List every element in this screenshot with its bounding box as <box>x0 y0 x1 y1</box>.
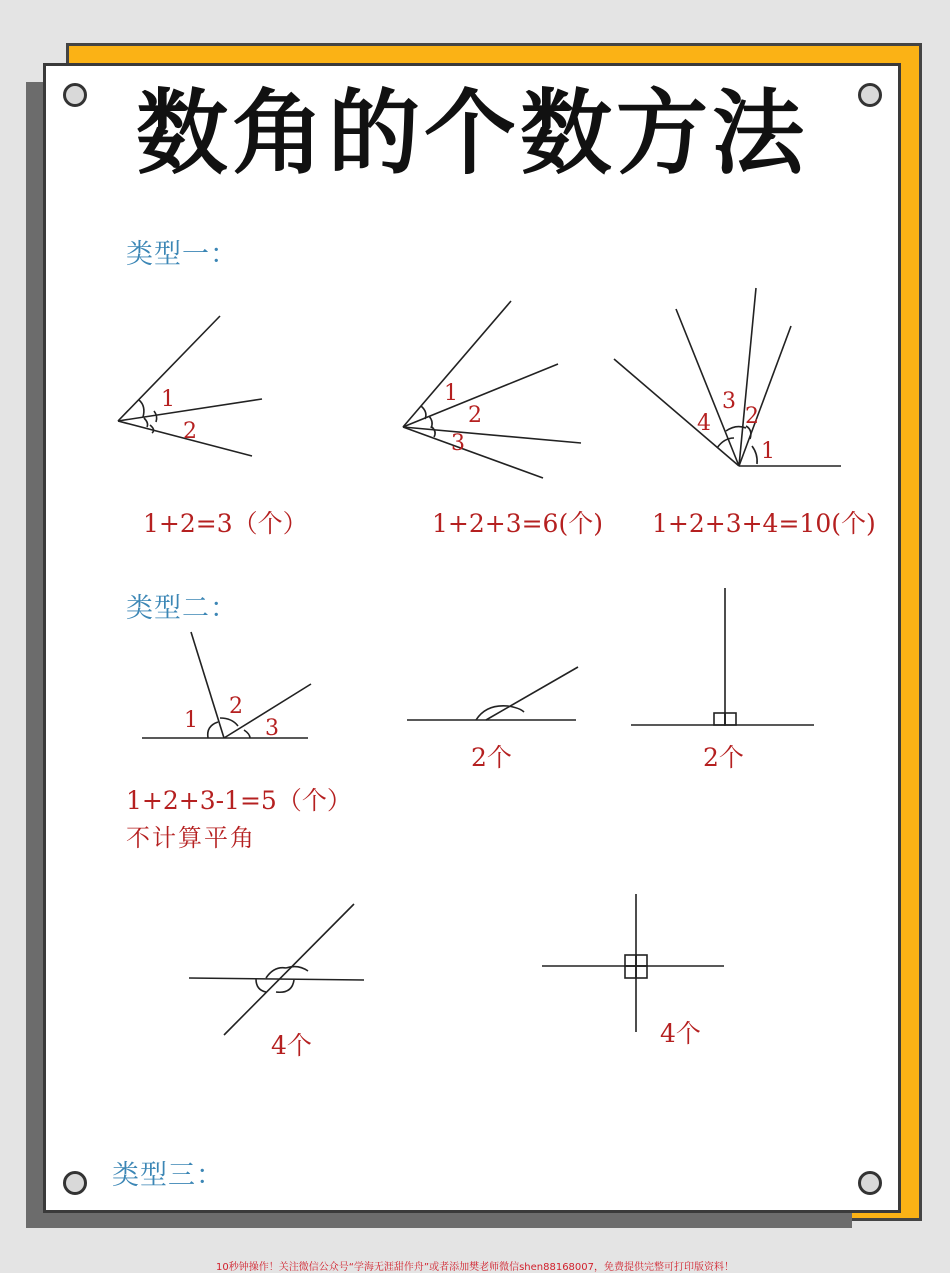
worksheet-card <box>43 63 901 1213</box>
type2-diagram4-lines <box>189 904 364 1035</box>
angle-label: 3 <box>265 716 279 741</box>
type2-count-3: 2个 <box>703 743 744 772</box>
type2-count-5: 4个 <box>660 1019 701 1048</box>
angle-label: 2 <box>229 694 243 719</box>
angle-label: 1 <box>761 439 775 464</box>
type2-note: 不计算平角 <box>126 824 256 852</box>
type1-formula-1: 1+2=3（个） <box>143 509 308 538</box>
angle-label: 1 <box>161 387 175 412</box>
angle-label: 2 <box>468 403 482 428</box>
type2-diagram5-lines <box>542 894 724 1032</box>
type2-count-2: 2个 <box>471 743 512 772</box>
angle-label: 1 <box>444 381 458 406</box>
angle-label: 1 <box>184 708 198 733</box>
type2-diagram3-lines <box>631 588 814 725</box>
angle-label: 4 <box>697 411 711 436</box>
type1-heading: 类型一： <box>126 239 238 270</box>
angle-label: 3 <box>722 389 736 414</box>
angle-label: 2 <box>183 419 197 444</box>
type2-heading: 类型二： <box>126 593 238 624</box>
type1-formula-2: 1+2+3=6(个) <box>432 509 603 538</box>
type2-diagram1-lines <box>142 632 311 738</box>
page-title: 数角的个数方法 <box>135 80 808 187</box>
type2-diagram2-lines <box>407 667 578 720</box>
type1-formula-3: 1+2+3+4=10(个) <box>652 509 876 538</box>
footer-note: 10秒钟操作！关注微信公众号“学海无涯甜作舟”或者添加樊老师微信shen88168007，免费提供完整可打印版资料！ <box>215 1262 735 1273</box>
angle-label: 3 <box>451 431 465 456</box>
type3-heading: 类型三： <box>112 1160 224 1191</box>
angle-label: 2 <box>745 404 759 429</box>
type2-count-4: 4个 <box>271 1031 312 1060</box>
type1-diagram2-lines <box>403 301 581 478</box>
type2-formula-1: 1+2+3-1=5（个） <box>126 786 352 815</box>
type1-diagram3-lines <box>614 288 841 466</box>
